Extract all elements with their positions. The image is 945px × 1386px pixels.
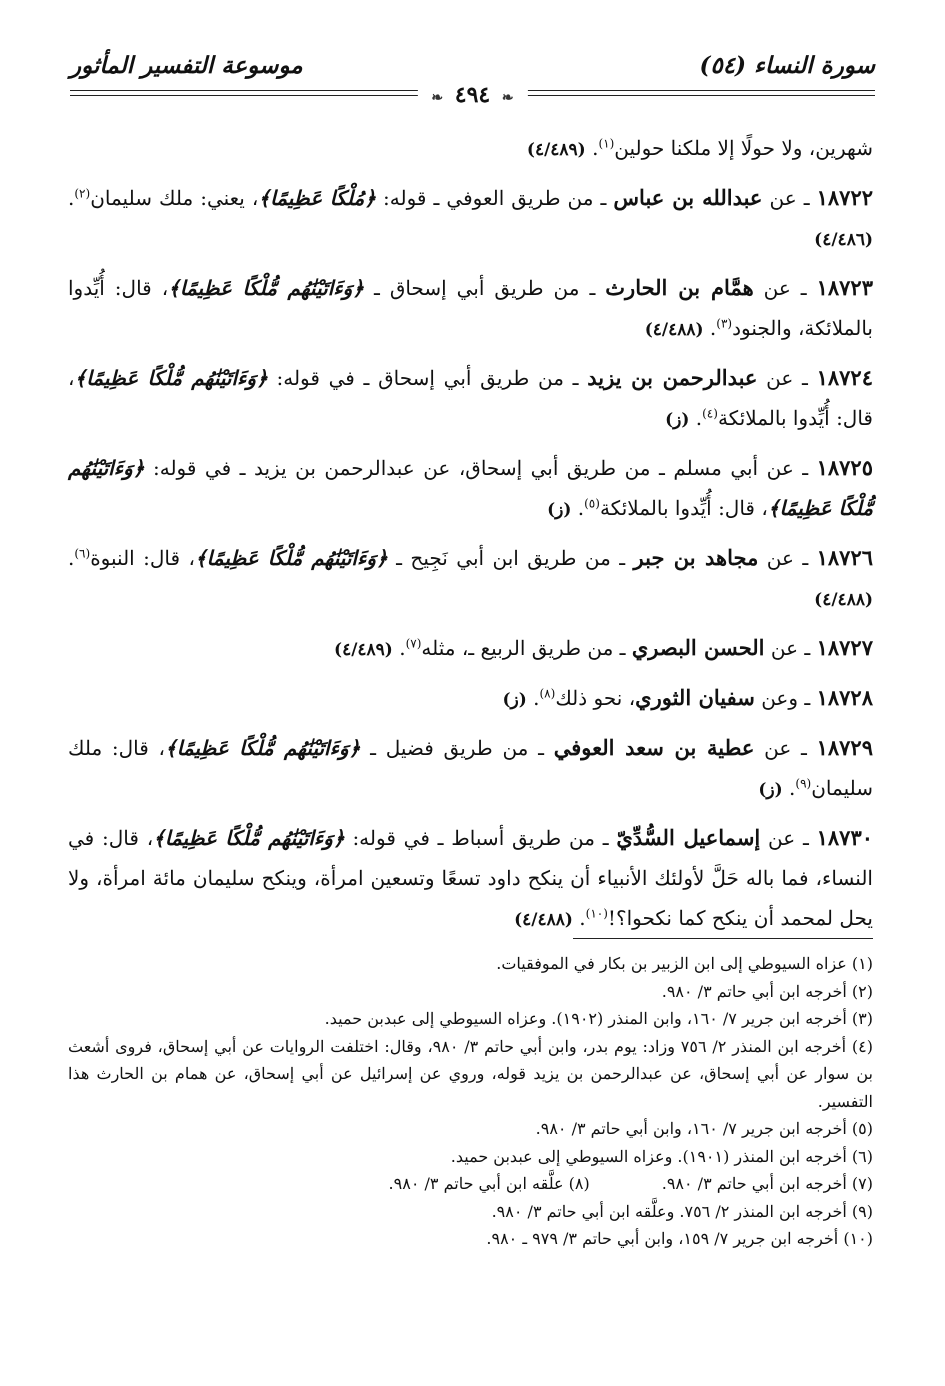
text-run: ، قال: أُيِّدوا بالملائكة، والجنود bbox=[68, 276, 873, 340]
volume-reference: (٤/٤٨٨) bbox=[644, 320, 704, 340]
volume-reference: (ز) bbox=[547, 500, 572, 520]
text-run: ، قال: أُيِّدوا بالملائكة bbox=[599, 496, 768, 520]
narrator-name: الحسن البصري bbox=[631, 635, 765, 660]
quran-quote: ﴿وَءَاتَيْنَٰهُم مُّلْكًا عَظِيمًا﴾ bbox=[74, 366, 268, 390]
narration-entry bbox=[68, 178, 873, 260]
text-run: . bbox=[68, 186, 75, 210]
page-header bbox=[70, 52, 875, 108]
narrator-name: عطية بن سعد العوفي bbox=[553, 735, 755, 760]
narration-entry bbox=[68, 818, 873, 940]
footnote-1: (١) عزاه السيوطي إلى ابن الزبير بن بكار في الموفقيات. bbox=[496, 954, 873, 973]
text-run: . bbox=[585, 136, 599, 160]
footnote-marker: (٧) bbox=[405, 636, 422, 651]
narration-entry bbox=[68, 358, 873, 440]
narration-number: ١٨٧٢٧ bbox=[816, 635, 873, 660]
text-run: ، يعني: ملك سليمان bbox=[90, 186, 259, 210]
footnote-3: (٣) أخرجه ابن جرير ٧/ ١٦٠، وابن المنذر (١٩٠٢). وعزاه السيوطي إلى عبدبن حميد. bbox=[324, 1009, 873, 1028]
text-run: ، نحو ذلك bbox=[555, 686, 636, 710]
text-run: . bbox=[689, 406, 703, 430]
quran-quote: ﴿مُلْكًا عَظِيمًا﴾ bbox=[258, 186, 376, 210]
narration-number: ١٨٧٣٠ bbox=[816, 825, 874, 850]
footnote-marker: (٢) bbox=[74, 186, 91, 201]
narrator-name: همَّام بن الحارث bbox=[605, 275, 754, 300]
text-run: ، قال: ملك سليمان bbox=[68, 736, 873, 800]
narration-entry bbox=[68, 268, 873, 350]
volume-reference: (٤/٤٨٨) bbox=[814, 590, 873, 610]
footnotes bbox=[68, 950, 873, 1253]
narrator-name: إسماعيل السُّدِّيّ bbox=[616, 825, 761, 850]
footnote-7: (٧) أخرجه ابن أبي حاتم ٣/ ٩٨٠. bbox=[661, 1174, 873, 1193]
narration-number: ١٨٧٢٨ bbox=[816, 685, 873, 710]
footnote-8: (٨) علَّقه ابن أبي حاتم ٣/ ٩٨٠. bbox=[388, 1174, 590, 1193]
text-run: . bbox=[526, 686, 540, 710]
surah-title: سورة النساء (٥٤) bbox=[699, 52, 875, 79]
narrator-name: عبدالرحمن بن يزيد bbox=[587, 365, 758, 390]
volume-reference: (ز) bbox=[665, 410, 690, 430]
narrator-name: عبدالله بن عباس bbox=[613, 185, 763, 210]
text-run: ـ من طريق أبي إسحاق ـ bbox=[364, 276, 606, 300]
text-run: ـ عن bbox=[762, 186, 817, 210]
footnote-9: (٩) أخرجه ابن المنذر ٢/ ٧٥٦. وعلَّقه ابن أبي حاتم ٣/ ٩٨٠. bbox=[491, 1201, 873, 1221]
footnote-4: (٤) أخرجه ابن المنذر ٢/ ٧٥٦ وزاد: يوم بدر، وابن أبي حاتم ٣/ ٩٨٠، وقال: اختلفت الروايات عن أبي إسحاق، فروى أشعث بن سوار عن أبي إسحاق، عن عبدالرحمن بن يزيد قوله، وروي عن إسرائيل عن أبي إسحاق، عن همام بن الحارث هذا التفسير. bbox=[68, 1036, 874, 1111]
narration-number: ١٨٧٢٥ bbox=[816, 455, 873, 480]
narration-number: ١٨٧٢٩ bbox=[816, 735, 873, 760]
narrator-name: سفيان الثوري bbox=[635, 685, 755, 710]
narration-entry bbox=[68, 628, 873, 670]
footnote-marker: (٨) bbox=[539, 686, 556, 701]
volume-reference: (ز) bbox=[758, 780, 783, 800]
footnote-marker: (٩) bbox=[795, 776, 812, 791]
quran-quote: ﴿وَءَاتَيْنَٰهُم مُّلْكًا عَظِيمًا﴾ bbox=[168, 276, 365, 300]
narration-number: ١٨٧٢٤ bbox=[816, 365, 873, 390]
text-run: شهرين، ولا حولًا إلا ملكنا حولين bbox=[614, 136, 873, 160]
main-text bbox=[68, 128, 873, 948]
text-run: ـ عن bbox=[764, 636, 817, 660]
text-run: ـ وعن bbox=[754, 686, 817, 710]
text-run: ـ من طريق فضيل ـ bbox=[360, 736, 554, 760]
text-run: ـ من طريق أبي إسحاق ـ في قوله: bbox=[267, 366, 588, 390]
text-run: ـ عن bbox=[758, 546, 817, 570]
footnote-marker: (٥) bbox=[584, 496, 600, 511]
page-number: ٤٩٤ bbox=[454, 82, 491, 108]
footnote-marker: (٤) bbox=[702, 406, 718, 421]
narration-entry bbox=[68, 538, 873, 620]
footnote-row-7-8 bbox=[68, 1170, 873, 1198]
text-run: ـ من طريق الربيع ـ، مثله bbox=[421, 636, 632, 660]
narration-entry bbox=[68, 128, 873, 170]
narration-entry bbox=[68, 678, 873, 720]
volume-reference: (٤/٤٨٦) bbox=[814, 230, 873, 250]
quran-quote: ﴿وَءَاتَيْنَٰهُم مُّلْكًا عَظِيمًا﴾ bbox=[194, 546, 388, 570]
page-number-block bbox=[417, 82, 527, 108]
text-run: ، قال: النبوة bbox=[90, 546, 195, 570]
volume-reference: (٤/٤٨٨) bbox=[514, 910, 573, 930]
text-run: . bbox=[703, 316, 717, 340]
text-run: ـ من طريق ابن أبي نَجِيح ـ bbox=[387, 546, 634, 570]
footnote-5: (٥) أخرجه ابن جرير ٧/ ١٦٠، وابن أبي حاتم ٣/ ٩٨٠. bbox=[535, 1119, 873, 1138]
narration-number: ١٨٧٢٣ bbox=[816, 275, 873, 300]
book-title: موسوعة التفسير المأثور bbox=[70, 52, 303, 79]
quran-quote: ﴿وَءَاتَيْنَٰهُم مُّلْكًا عَظِيمًا﴾ bbox=[165, 736, 361, 760]
text-run: ـ عن bbox=[753, 276, 817, 300]
quran-quote: ﴿وَءَاتَيْنَٰهُم مُّلْكًا عَظِيمًا﴾ bbox=[153, 826, 345, 850]
narrator-name: مجاهد بن جبر bbox=[633, 545, 759, 570]
footnote-separator bbox=[573, 938, 873, 939]
text-run: ـ عن bbox=[757, 366, 817, 390]
ornament-icon: ❧ bbox=[431, 90, 444, 106]
volume-reference: (٤/٤٨٩) bbox=[334, 640, 393, 660]
footnote-2: (٢) أخرجه ابن أبي حاتم ٣/ ٩٨٠. bbox=[661, 981, 873, 1001]
ornament-icon: ❧ bbox=[501, 90, 514, 106]
volume-reference: (٤/٤٨٩) bbox=[526, 140, 586, 160]
volume-reference: (ز) bbox=[502, 690, 527, 710]
narration-entry bbox=[68, 728, 873, 810]
text-run: . bbox=[68, 546, 75, 570]
footnote-marker: (٦) bbox=[74, 546, 91, 561]
text-run: ، قال: في النساء، فما باله حَلَّ لأولئك الأنبياء أن ينكح داود تسعًا وتسعين امرأة، وينكح سليمان مائة امرأة، ولا يحل لمحمد أن ينكح كما نكحوا؟! bbox=[68, 826, 873, 930]
text-run: . bbox=[571, 496, 585, 520]
footnote-marker: (١٠) bbox=[585, 906, 608, 921]
footnote-10: (١٠) أخرجه ابن جرير ٧/ ١٥٩، وابن أبي حاتم ٣/ ٩٧٩ ـ ٩٨٠. bbox=[486, 1229, 873, 1248]
text-run: ـ عن bbox=[760, 826, 817, 850]
text-run: ـ من طريق أسباط ـ في قوله: bbox=[344, 826, 617, 850]
text-run: . bbox=[392, 636, 406, 660]
text-run: . bbox=[782, 776, 796, 800]
narration-entry bbox=[68, 448, 873, 530]
footnote-marker: (٣) bbox=[716, 316, 733, 331]
text-run: ـ عن أبي مسلم ـ من طريق أبي إسحاق، عن عبدالرحمن بن يزيد ـ في قوله: bbox=[144, 456, 817, 480]
text-run: . bbox=[572, 906, 586, 930]
narration-number: ١٨٧٢٦ bbox=[816, 545, 874, 570]
narration-number: ١٨٧٢٢ bbox=[816, 185, 874, 210]
footnote-6: (٦) أخرجه ابن المنذر (١٩٠١). وعزاه السيوطي إلى عبدبن حميد. bbox=[450, 1146, 873, 1166]
text-run: ـ من طريق العوفي ـ قوله: bbox=[375, 186, 614, 210]
footnote-marker: (١) bbox=[598, 136, 615, 151]
text-run: ، قال: أُيِّدوا بالملائكة bbox=[68, 366, 873, 430]
text-run: ـ عن bbox=[754, 736, 817, 760]
quran-quote: ﴿وَءَاتَيْنَٰهُم مُّلْكًا عَظِيمًا﴾ bbox=[68, 456, 873, 520]
